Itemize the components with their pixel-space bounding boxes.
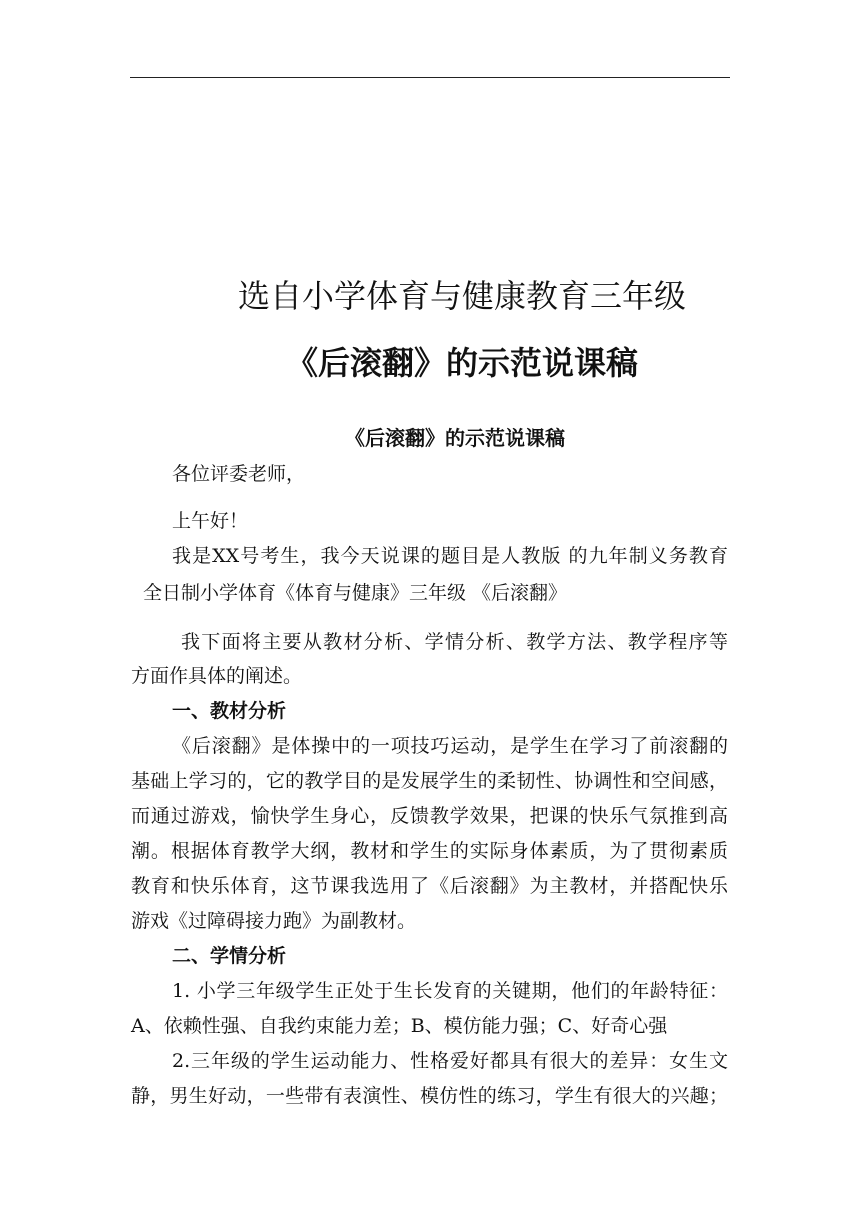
section-subtitle: 《后滚翻》的示范说课稿 (345, 426, 565, 450)
section1-heading: 一、教材分析 (172, 700, 287, 722)
intro-line2: 全日制小学体育《体育与健康》三年级 《后滚翻》 (143, 582, 568, 604)
section1-line: 基础上学习的，它的教学目的是发展学生的柔韧性、协调性和空间感， (131, 770, 728, 792)
greeting-line1: 各位评委老师， (172, 463, 306, 485)
section1-line: 而通过游戏，愉快学生身心，反馈教学效果，把课的快乐气氛推到高 (131, 805, 728, 827)
document-title-line2: 《后滚翻》的示范说课稿 (285, 344, 638, 382)
section2-line: 1. 小学三年级学生正处于生长发育的关键期，他们的年龄特征： (172, 980, 728, 1002)
section2-line: 2.三年级的学生运动能力、性格爱好都具有很大的差异：女生文 (172, 1050, 728, 1072)
section1-line: 《后滚翻》是体操中的一项技巧运动，是学生在学习了前滚翻的 (172, 735, 728, 757)
overview-line2: 方面作具体的阐述。 (131, 665, 303, 687)
section1-line: 游戏《过障碍接力跑》为副教材。 (131, 910, 417, 932)
section2-heading: 二、学情分析 (172, 945, 287, 967)
section1-line: 教育和快乐体育，这节课我选用了《后滚翻》为主教材，并搭配快乐 (131, 875, 728, 897)
section2-line: A、依赖性强、自我约束能力差；B、模仿能力强；C、好奇心强 (131, 1015, 668, 1037)
document-title-line1: 选自小学体育与健康教育三年级 (237, 277, 686, 315)
intro-line1: 我是XX号考生，我今天说课的题目是人教版 的九年制义务教育 (172, 545, 728, 567)
header-rule (130, 77, 730, 78)
section2-line: 静，男生好动，一些带有表演性、模仿性的练习，学生有很大的兴趣； (131, 1085, 728, 1107)
section1-line: 潮。根据体育教学大纲，教材和学生的实际身体素质，为了贯彻素质 (131, 840, 728, 862)
greeting-line2: 上午好！ (172, 510, 249, 532)
overview-line1: 我下面将主要从教材分析、学情分析、教学方法、教学程序等 (181, 631, 728, 653)
